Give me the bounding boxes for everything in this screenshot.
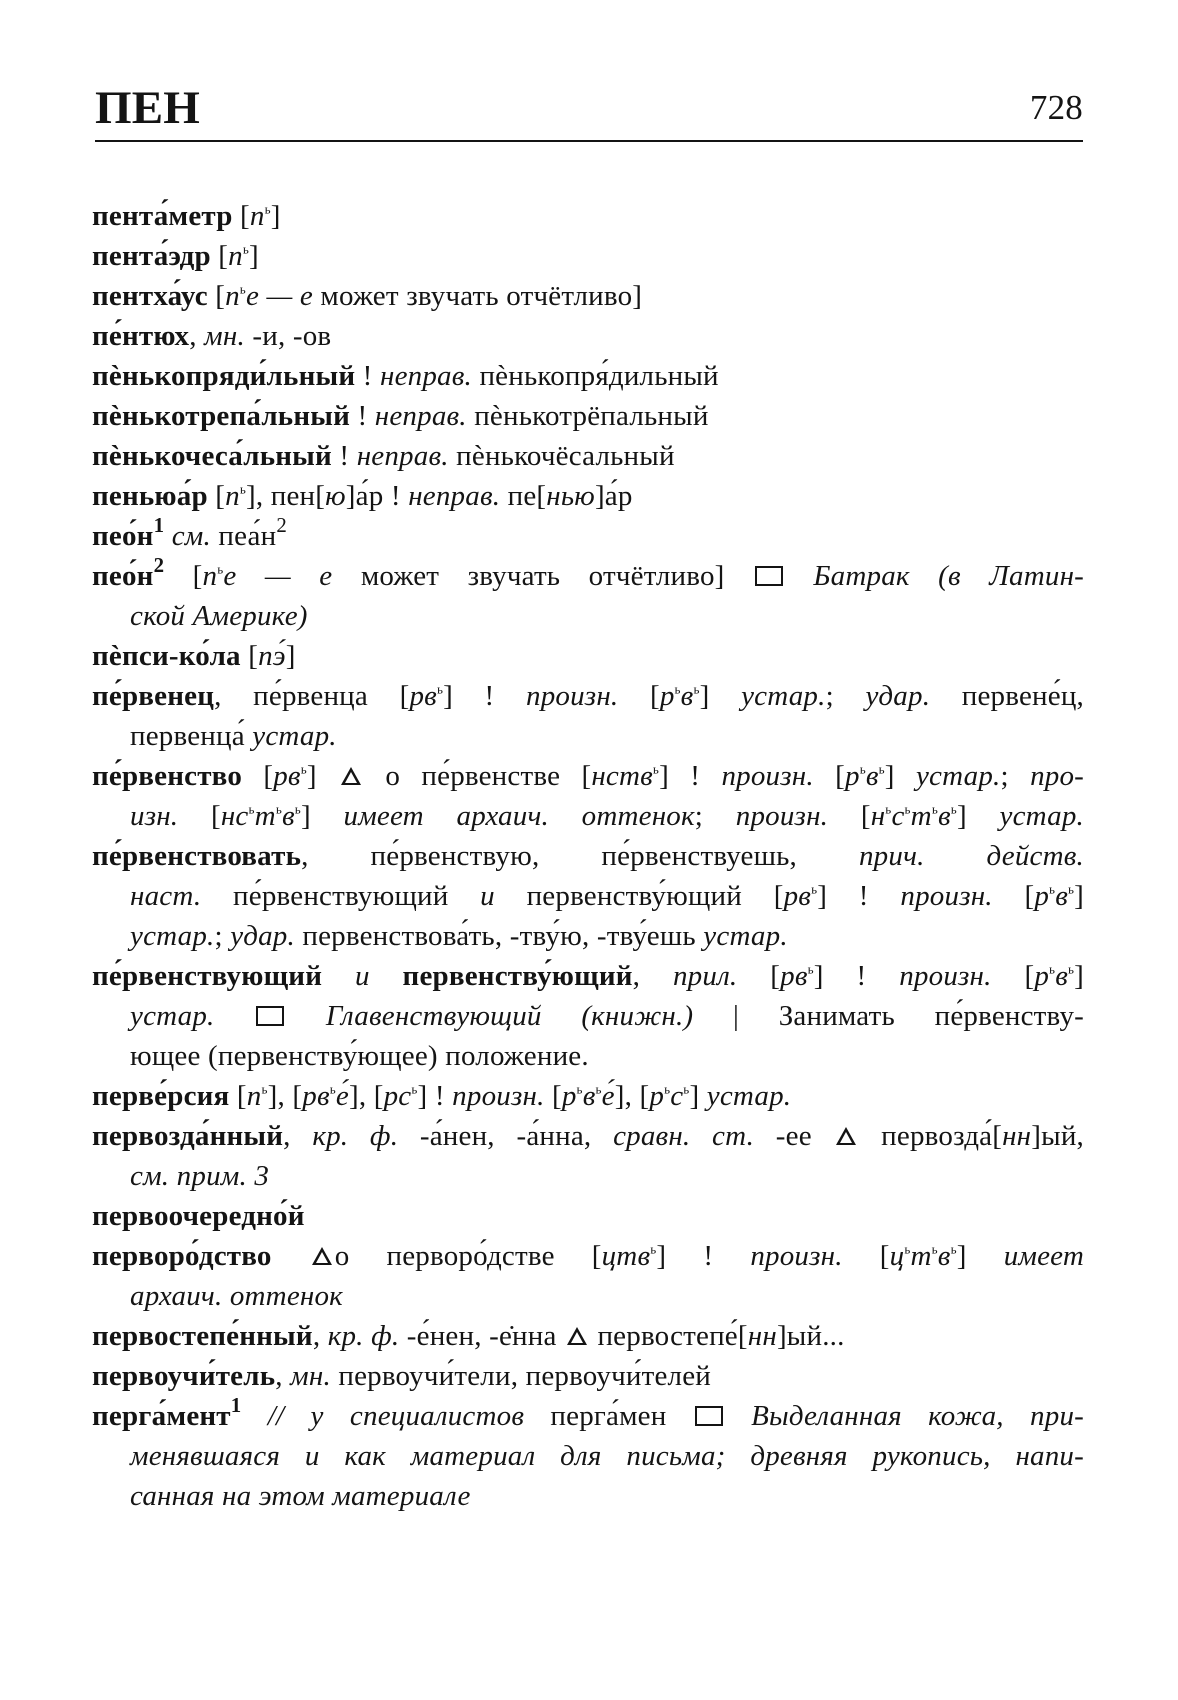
entry-pervenstvovat-cont-2: устар.; удар. первенствова́ть, -тву́ю, -тву́ешь устар. [130, 920, 788, 952]
header-rule [95, 140, 1083, 142]
entry-penthaus: пентха́ус [$п^ье$ — е может звучать отчётливо] [92, 280, 643, 312]
entry-pentaedr: пента́эдр $[п^ь]$ [92, 240, 259, 272]
triangle-icon [567, 1327, 587, 1345]
entry-penkotrepalny: пѐнькотрепа́льный ! неправ. пѐнькотрёпальный [92, 400, 709, 432]
headword: пе́рвенствовать [92, 840, 302, 872]
headword: пѐнькочеса́льный [92, 440, 332, 472]
definition-box-icon [256, 1006, 284, 1026]
headword: пе́рвенствующий [92, 960, 323, 992]
entry-pervoocherednoy [92, 1196, 1084, 1236]
headword: пента́эдр [92, 240, 211, 272]
definition-box-icon [755, 566, 783, 586]
entry-pergament: перга́мент$^1$ // у специалистов перга́мен Выделанная кожа, при- [92, 1396, 1084, 1436]
headword: пе́рвенец [92, 680, 215, 712]
headword: пѐнькотрепа́льный [92, 400, 350, 432]
headword: первоочередно́й [92, 1200, 305, 1232]
headword: пе́нтюх [92, 320, 190, 352]
headword: пе́рвенство [92, 760, 243, 792]
entry-pervozdanny-cont: см. прим. 3 [130, 1160, 270, 1192]
homonym-index: 2 [153, 556, 165, 578]
entry-pentyukh: пе́нтюх, мн. -и, -ов [92, 320, 332, 352]
entry-pervenstvuyushchiy-cont-1: устар. Главенствующий (книжн.) | Занимать пе́рвенству- [130, 1000, 1084, 1032]
entry-pepsi-kola: пѐпси-ко́ла [пэ́] [92, 640, 296, 672]
headword: пѐпси-ко́ла [92, 640, 241, 672]
headword: пео́н [92, 520, 154, 552]
entries-column [92, 196, 1084, 1516]
entry-pervenets-cont: первенца́ устар. [130, 720, 337, 752]
entry-pentametr: пента́метр $[п^ь]$ [92, 200, 281, 232]
entry-peon-2-cont: ской Америке) [130, 600, 308, 632]
headword: пента́метр [92, 200, 233, 232]
entry-pervorodstvo-cont: архаич. оттенок [130, 1280, 343, 1312]
headword: пѐнькопряди́льный [92, 360, 356, 392]
entry-pergament-cont-1: менявшаяся и как материал для письма; древняя рукопись, напи- [130, 1440, 1084, 1472]
headword: перворо́дство [92, 1240, 272, 1272]
headword: первоучи́тель [92, 1360, 276, 1392]
definition-box-icon [695, 1406, 723, 1426]
entry-pervozdanny: первозда́нный, кр. ф. -а́нен, -а́нна, сравн. ст. -ее первозда́[нн]ый, [92, 1120, 1084, 1152]
entry-pervenstvovat: пе́рвенствовать, пе́рвенствую, пе́рвенствуешь, прич. действ. [92, 840, 1084, 872]
entry-pervenets: пе́рвенец, пе́рвенца $[рв^ь]$ ! произн. $[р^ьв^ь]$ устар.; удар. первене́ц, [92, 680, 1084, 712]
triangle-icon [312, 1247, 332, 1265]
entry-penkopryadilny: пѐнькопряди́льный ! неправ. пѐнькопря́дильный [92, 360, 719, 392]
headword: пео́н [92, 560, 154, 592]
entry-peon-1: $пео́н^1$ см. $пеа́н^2$ [92, 513, 287, 552]
entry-pervostepenny: первостепе́нный, кр. ф. -е́нен, -е̇нна первостепе́[нн]ый... [92, 1320, 845, 1352]
soft-mark: ь [264, 201, 271, 217]
homonym-index: 1 [153, 513, 165, 538]
triangle-icon [341, 767, 361, 785]
entry-pervorodstvo: перворо́дство о перворо́дстве [цтв$^ь$] ! произн. $[ц^ьт^ьв^ь]$ имеет [92, 1240, 1084, 1272]
page-number: 728 [1029, 88, 1083, 127]
entry-pervenstvuyushchiy-cont-2: ющее (первенству́ющее) положение. [130, 1040, 589, 1072]
triangle-icon [836, 1127, 856, 1145]
headword: пеньюа́р [92, 480, 208, 512]
entry-pervenstvo-cont: изн. $[нс^ьт^ьв^ь]$ имеет архаич. оттенок; произн. $[н^ьс^ьт^ьв^ь]$ устар. [130, 800, 1084, 832]
headword: перга́мент [92, 1400, 231, 1432]
running-head: ПЕН [95, 82, 201, 134]
entry-perversiya: перве́рсия $[п^ь]$, $[рв^ье́]$, $[рс^ь]$ ! произн. $[р^ьв^ье́]$, $[р^ьс^ь]$ устар. [92, 1080, 792, 1112]
headword: пентха́ус [92, 280, 208, 312]
entry-penyuar: пеньюа́р $[п^ь]$, пен[ю]а́р ! неправ. пе[нью]а́р [92, 480, 633, 512]
entry-peon-2: $пео́н^2$ [$п^ье$ — е может звучать отчётливо] Батрак (в Латин- [92, 556, 1084, 596]
entry-pervenstvo: пе́рвенство $[рв^ь]$ о пе́рвенстве [нств$^ь$] ! произн. $[р^ьв^ь]$ устар.; про- [92, 760, 1084, 792]
entry-pervenstvovat-cont-1: наст. пе́рвенствующий и первенству́ющий $[рв^ь]$ ! произн. $[р^ьв^ь]$ [130, 880, 1084, 912]
homonym-index: 1 [230, 1396, 242, 1418]
entry-pervouchitel: первоучи́тель, мн. первоучи́тели, первоучи́телей [92, 1360, 711, 1392]
headword: перве́рсия [92, 1080, 230, 1112]
entry-pervenstvuyushchiy: пе́рвенствующий и первенству́ющий, прил. $[рв^ь]$ ! произн. $[р^ьв^ь]$ [92, 960, 1084, 992]
headword: первозда́нный [92, 1120, 284, 1152]
page-header [95, 80, 1083, 142]
entry-penkochesalny: пѐнькочеса́льный ! неправ. пѐнькочёсальный [92, 440, 675, 472]
headword: первостепе́нный [92, 1320, 313, 1352]
entry-pergament-cont-2: санная на этом материале [130, 1480, 471, 1512]
